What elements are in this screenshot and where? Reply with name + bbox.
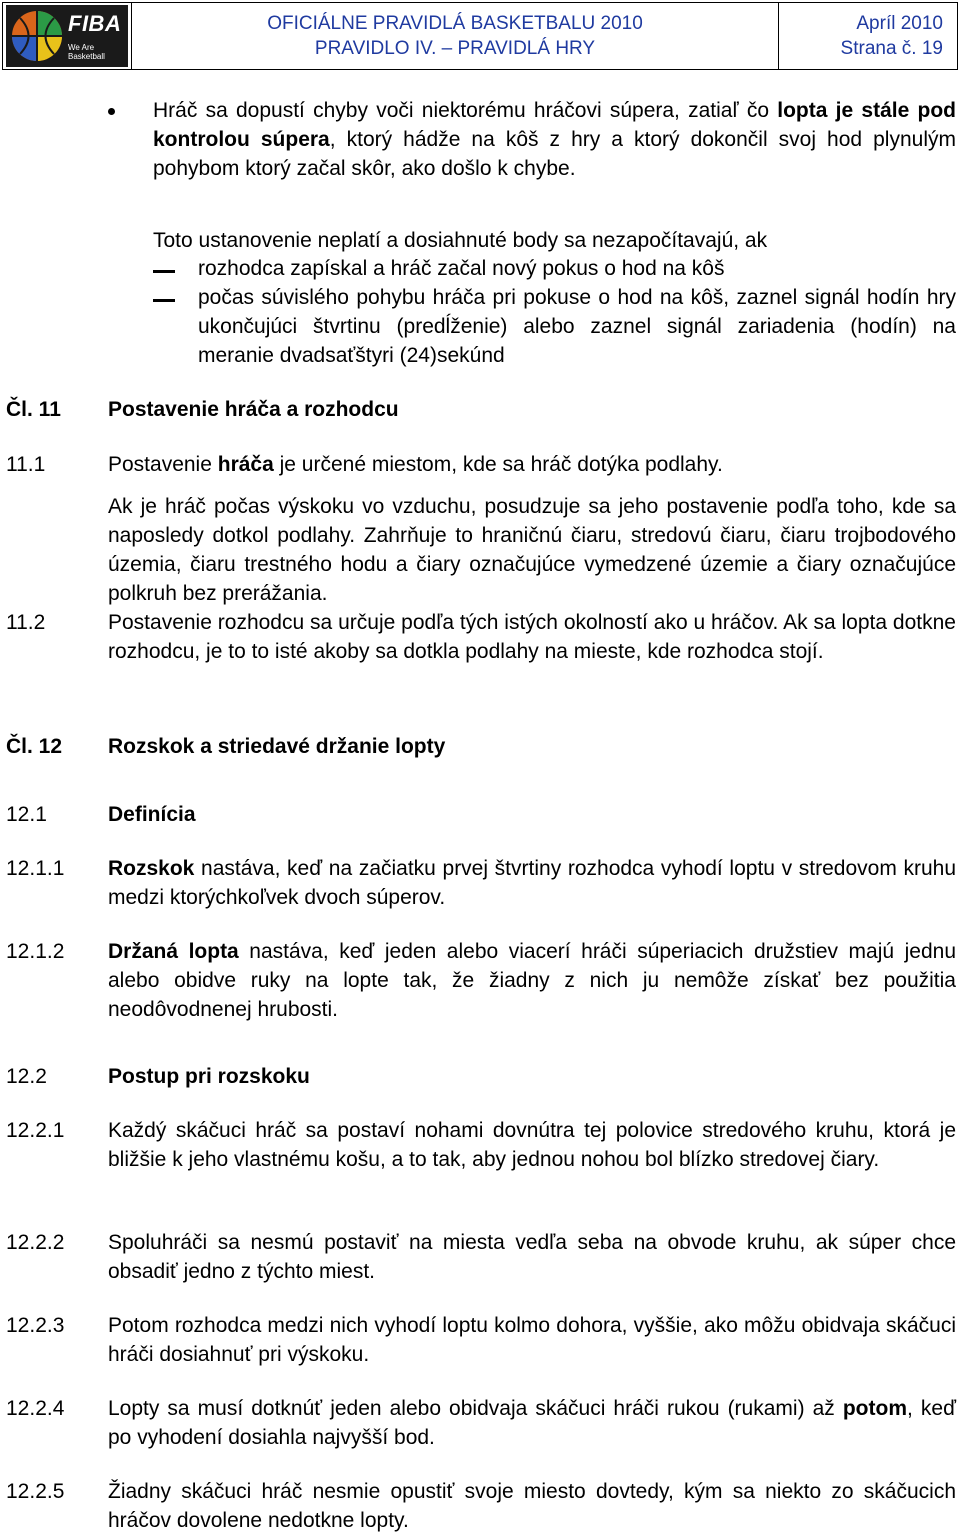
section-12-1-1-text <box>108 854 956 912</box>
section-12-2-4-pre: Lopty sa musí dotknúť jeden alebo obidvaja skáčuci hráči rukou (rukami) až <box>108 1397 843 1420</box>
section-11-1-number: 11.1 <box>6 453 46 476</box>
section-12-1-1-bold: Rozskok <box>108 857 195 880</box>
bullet-text-pre: Hráč sa dopustí chyby voči niektorému hráčovi súpera, zatiaľ čo <box>153 99 778 122</box>
section-11-1-text <box>108 450 956 479</box>
fiba-logo <box>6 5 128 67</box>
section-11-1-bold: hráča <box>217 453 274 476</box>
header-date-page <box>779 3 957 69</box>
section-12-2-2-text: Spoluhráči sa nesmú postaviť na miesta vedľa seba na obvode kruhu, ak súper chce obsadiť jedno z týchto miest. <box>108 1231 956 1283</box>
page-header <box>2 2 958 70</box>
section-12-1-2-number: 12.1.2 <box>6 940 65 963</box>
section-12-1-1-number: 12.1.1 <box>6 857 65 880</box>
section-12-2-4-number: 12.2.4 <box>6 1397 65 1420</box>
header-title-line2: PRAVIDLO IV. – PRAVIDLÁ HRY <box>314 38 596 59</box>
bullet-paragraph <box>153 96 956 183</box>
header-date: Apríl 2010 <box>856 13 943 34</box>
header-title-line1: OFICIÁLNE PRAVIDLÁ BASKETBALU 2010 <box>267 13 643 34</box>
section-11-1-continuation: Ak je hráč počas výskoku vo vzduchu, posudzuje sa jeho postavenie podľa toho, kde sa naposledy dotkol podlahy. Zahrňuje to hraničnú čiaru, stredovú čiaru, čiaru trojbodového územia, čiaru trestného hodu a čiary označujúce vymedzené územie a čiary označujúce polkruh bez prerážania. <box>108 495 956 605</box>
section-12-1-title: Definícia <box>108 803 196 826</box>
section-12-1-1-body: nastáva, keď na začiatku prvej štvrtiny rozhodca vyhodí loptu v stredovom kruhu medzi ktorýchkoľvek dvoch súperov. <box>108 857 956 909</box>
section-12-2-4-bold: potom <box>842 1397 908 1420</box>
dash-icon <box>153 299 175 302</box>
section-12-2-5-number: 12.2.5 <box>6 1480 65 1503</box>
section-11-2-number: 11.2 <box>6 611 46 634</box>
article-12-number: Čl. 12 <box>6 735 63 758</box>
header-title <box>132 3 779 69</box>
section-12-1-2-bold: Držaná lopta <box>108 940 239 963</box>
section-12-2-5-text: Žiadny skáčuci hráč nesmie opustiť svoje miesto dovtedy, kým sa niekto zo skáčucich hráčov dovolene nedotkne lopty. <box>108 1480 956 1532</box>
section-12-2-3-number: 12.2.3 <box>6 1314 65 1337</box>
exception-item-1: rozhodca zapískal a hráč začal nový pokus o hod na kôš <box>198 257 725 280</box>
fiba-ball-logo-icon <box>10 9 64 63</box>
dash-icon <box>153 270 175 273</box>
header-page-number: Strana č. 19 <box>840 38 943 59</box>
section-12-2-3-text: Potom rozhodca medzi nich vyhodí loptu kolmo dohora, vyššie, ako môžu obidvaja skáčuci hráči dosiahnuť pri výskoku. <box>108 1314 956 1366</box>
logo-tagline: We Are Basketball <box>68 43 105 61</box>
article-12-title: Rozskok a striedavé držanie lopty <box>108 735 446 758</box>
section-12-2-1-number: 12.2.1 <box>6 1119 65 1142</box>
logo-cell <box>3 3 132 69</box>
section-12-2-2-number: 12.2.2 <box>6 1231 65 1254</box>
section-11-1-post: je určené miestom, kde sa hráč dotýka podlahy. <box>273 453 723 476</box>
section-12-1-number: 12.1 <box>6 803 47 826</box>
bullet-text-bold: lopta je stále pod kontrolou súpera <box>153 99 957 151</box>
article-11-number: Čl. 11 <box>6 398 61 421</box>
exception-intro: Toto ustanovenie neplatí a dosiahnuté body sa nezapočítavajú, ak <box>153 229 768 252</box>
section-12-2-4-text <box>108 1394 956 1452</box>
section-12-2-1-text: Každý skáčuci hráč sa postaví nohami dovnútra tej polovice stredového kruhu, ktorá je bližšie k jeho vlastnému košu, a to tak, aby jednou nohou bol blízko stredovej čiary. <box>108 1119 956 1171</box>
bullet-text-post: , ktorý hádže na kôš z hry a ktorý dokončil svoj hod plynulým pohybom ktorý začal skôr, ako došlo k chybe. <box>153 128 956 180</box>
section-12-2-4-post: , keď po vyhodení dosiahla najvyšší bod. <box>108 1397 956 1449</box>
section-11-2-text: Postavenie rozhodcu sa určuje podľa tých istých okolností ako u hráčov. Ak sa lopta dotkne rozhodcu, je to to isté akoby sa dotkla podlahy na mieste, kde rozhodca stojí. <box>108 611 956 663</box>
article-11-title: Postavenie hráča a rozhodcu <box>108 398 399 421</box>
section-12-2-title: Postup pri rozskoku <box>108 1065 310 1088</box>
section-12-1-2-body: nastáva, keď jeden alebo viacerí hráči súperiacich družstiev majú jednu alebo obidve ruky na lopte tak, že žiadny z nich ju nemôže získať bez použitia neodôvodnenej hrubosti. <box>108 940 956 1021</box>
section-11-1-pre: Postavenie <box>108 453 218 476</box>
logo-text: FIBA <box>68 11 122 36</box>
section-12-2-number: 12.2 <box>6 1065 47 1088</box>
exception-item-2: počas súvislého pohybu hráča pri pokuse o hod na kôš, zaznel signál hodín hry ukončujúci štvrtinu (predĺženie) alebo zaznel signál zariadenia (hodín) na meranie dvadsaťštyri (24)sekúnd <box>198 286 956 367</box>
bullet-dot-icon <box>108 108 115 115</box>
section-12-1-2-text <box>108 937 956 1024</box>
